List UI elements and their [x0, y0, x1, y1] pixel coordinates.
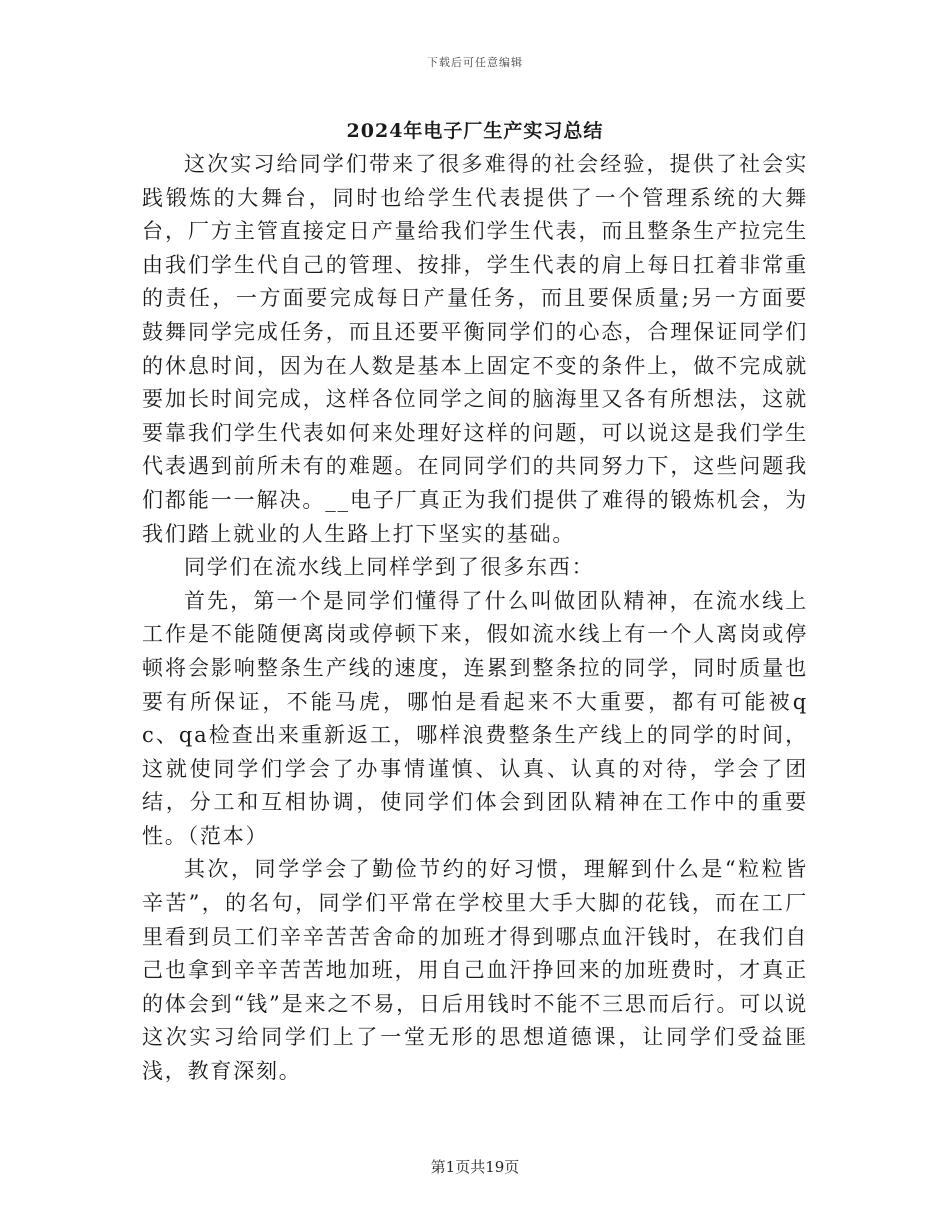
paragraph: 其次，同学学会了勤俭节约的好习惯，理解到什么是“粒粒皆辛苦”，的名句，同学们平常在学校里大手大脚的花钱，而在工厂里看到员工们辛辛苦苦舍命的加班才得到哪点血汗钱时，在我们自己也拿到辛辛苦苦地加班，用自己血汗挣回来的加班费时，才真正的体会到“钱”是来之不易，日后用钱时不能不三思而后行。可以说这次实习给同学们上了一堂无形的思想道德课，让同学们受益匪浅，教育深刻。 [142, 857, 808, 1084]
paragraph: 这次实习给同学们带来了很多难得的社会经验，提供了社会实践锻炼的大舞台，同时也给学生代表提供了一个管理系统的大舞台，厂方主管直接定日产量给我们学生代表，而且整条生产拉完生由我们学生代自己的管理、按排，学生代表的肩上每日扛着非常重的责任，一方面要完成每日产量任务，而且要保质量;另一方面要鼓舞同学完成任务，而且还要平衡同学们的心态，合理保证同学们的休息时间，因为在人数是基本上固定不变的条件上，做不完成就要加长时间完成，这样各位同学之间的脑海里又各有所想法，这就要靠我们学生代表如何来处理好这样的问题，可以说这是我们学生代表遇到前所未有的难题。在同同学们的共同努力下，这些问题我们都能一一解决。__电子厂真正为我们提供了难得的锻炼机会，为我们踏上就业的人生路上打下坚实的基础。 [142, 152, 808, 546]
paragraph: 首先，第一个是同学们懂得了什么叫做团队精神，在流水线上工作是不能随便离岗或停顿下来，假如流水线上有一个人离岗或停顿将会影响整条生产线的速度，连累到整条拉的同学，同时质量也要有所保证，不能马虎，哪怕是看起来不大重要，都有可能被qc、qa检查出来重新返工，哪样浪费整条生产线上的同学的时间，这就使同学们学会了办事情谨慎、认真、认真的对待，学会了团结，分工和互相协调，使同学们体会到团队精神在工作中的重要性。（范本） [142, 588, 808, 848]
document-title: 2024年电子厂生产实习总结 [346, 120, 604, 142]
header-note: 下载后可任意编辑 [427, 56, 523, 69]
paragraph: 同学们在流水线上同样学到了很多东西： [184, 555, 595, 580]
page-number-footer: 第1页共19页 [430, 1158, 520, 1176]
document-body [142, 148, 808, 1089]
